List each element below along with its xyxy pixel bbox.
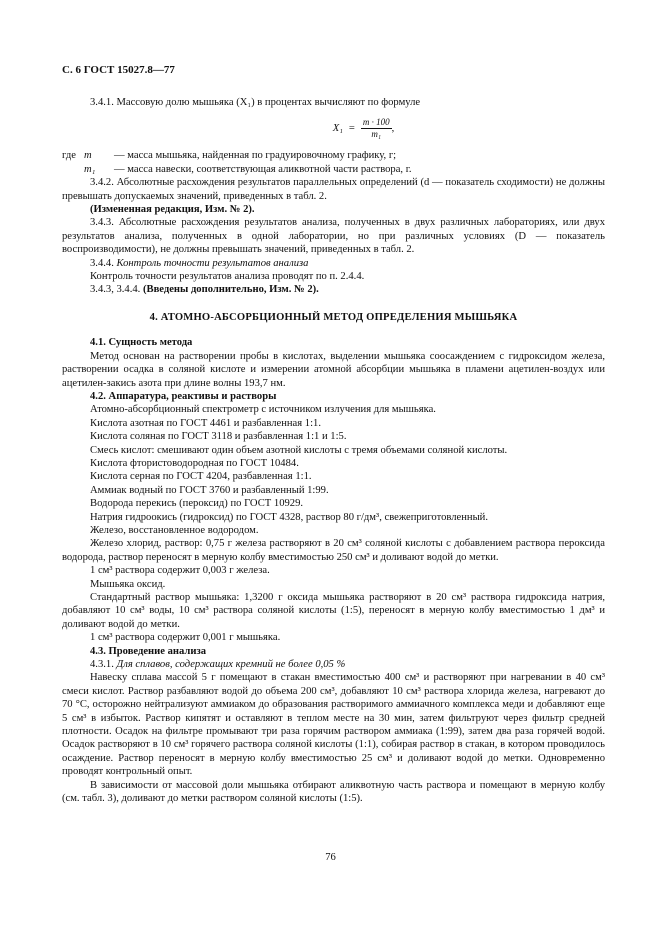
where-text: — масса мышьяка, найденная по градуировочному графику, г;: [114, 150, 397, 162]
formula-comma: ,: [391, 122, 395, 134]
reagent-item: Натрия гидроокись (гидроксид) по ГОСТ 4328, раствор 80 г/дм³, свежеприготовленный.: [90, 511, 488, 523]
paragraph-4-3-1-number: 4.3.1.: [90, 659, 114, 671]
subsection-4-2-title: 4.2. Аппаратура, реактивы и растворы: [90, 390, 277, 402]
where-row-m: [62, 149, 605, 162]
where-symbol: m₁: [84, 163, 96, 175]
where-row-m1: [62, 163, 605, 176]
standard-arsenic-solution: Стандартный раствор мышьяка: 1,3200 г оксида мышьяка растворяют в 20 см³ раствора гидроксида натрия, добавляют 10 см³ воды, 10 см³ раствора соляной кислоты (1:5), переносят в мерную колбу вместимостью 1 дм³ и доливают водой до метки.: [62, 592, 605, 630]
paragraph-3-4-2: 3.4.2. Абсолютные расхождения результатов параллельных определений (d — показатель сходимости) не должны превышать допускаемых значений, приведенных в табл. 2.: [62, 177, 605, 202]
paragraph-4-3-1-title: Для сплавов, содержащих кремний не более 0,05 %: [116, 659, 346, 671]
amendment-note-3-4-3-3-4-4: [62, 283, 605, 296]
arsenic-oxide: Мышьяка оксид.: [90, 578, 166, 590]
standard-concentration: 1 см³ раствора содержит 0,001 г мышьяка.: [90, 632, 281, 644]
paragraph-3-4-4-title: Контроль точности результатов анализа: [116, 257, 309, 269]
paragraph-3-4-1: 3.4.1. Массовую долю мышьяка (X₁) в процентах вычисляют по формуле: [90, 97, 421, 108]
reagent-item: Кислота фтористоводородная по ГОСТ 10484.: [90, 457, 299, 469]
reagent-item: Водорода перекись (пероксид) по ГОСТ 10929.: [90, 498, 304, 510]
where-prefix: [62, 163, 84, 176]
formula-equals: =: [348, 122, 355, 134]
amendment-note-3-4-2: (Измененная редакция, Изм. № 2).: [90, 204, 255, 216]
reagent-item: Аммиак водный по ГОСТ 3760 и разбавленный 1:99.: [90, 484, 329, 496]
paragraph-3-4-4-heading: [62, 257, 605, 270]
iron-chloride-solution: Железо хлорид, раствор: 0,75 г железа растворяют в 20 см³ соляной кислоты с добавлением раствора пероксида водорода, раствор переносят в мерную колбу вместимостью 250 см³ и доливают водой до метки.: [62, 538, 605, 563]
page-header: С. 6 ГОСТ 15027.8—77: [62, 64, 175, 76]
page-number: 76: [325, 852, 336, 863]
subsection-4-1-title: 4.1. Сущность метода: [90, 337, 193, 349]
reagent-item: Кислота азотная по ГОСТ 4461 и разбавленная 1:1.: [90, 417, 321, 429]
reagent-item: Кислота серная по ГОСТ 4204, разбавленная 1:1.: [90, 471, 312, 483]
paragraph-3-4-4-text: Контроль точности результатов анализа проводят по п. 2.4.4.: [90, 271, 365, 283]
section-4-title: 4. АТОМНО-АБСОРБЦИОННЫЙ МЕТОД ОПРЕДЕЛЕНИЯ МЫШЬЯКА: [149, 311, 518, 323]
document-body: [62, 96, 605, 806]
paragraph-4-3-1-text: Навеску сплава массой 5 г помещают в стакан вместимостью 400 см³ и растворяют при нагревании в 40 см³ смеси кислот. Раствор разбавляют водой до объема 200 см³, добавляют 10 см³ раствора хлорида железа, нагревают до 70 °С, осторожно нейтрализуют аммиаком до образования растворимого аммиачного комплекса меди и добавляют еще 5 см³ в избыток. Раствор кипятят и оставляют в теплом месте на 30 мин, затем фильтруют через фильтр средней плотности. Осадок на фильтре промывают три раза горячим раствором аммиака (1:99), затем два раза горячей водой. Осадок растворяют в 10 см³ горячего раствора соляной кислоты (1:1), собирая раствор в стакан, в котором проводилось осаждение. Раствор переносят в мерную колбу вместимостью 25 см³ и доливают водой до метки. Одновременно проводят контрольный опыт.: [62, 672, 605, 778]
amendment-note-numbers: 3.4.3, 3.4.4.: [90, 284, 141, 296]
paragraph-3-4-4-number: 3.4.4.: [90, 257, 114, 269]
amendment-note-text: (Введены дополнительно, Изм. № 2).: [142, 284, 319, 296]
paragraph-3-4-3: 3.4.3. Абсолютные расхождения результатов анализа, полученных в двух различных лабораториях, или двух результатов анализа, полученных в одной лаборатории, но при различных условиях (D — показатель воспроизводимости), не должны превышать значений, приведенных в табл. 2.: [62, 217, 605, 256]
where-symbol: m: [84, 150, 92, 162]
formula-denominator: m₁: [371, 128, 382, 139]
reagent-item: Атомно-абсорбционный спектрометр с источником излучения для мышьяка.: [90, 404, 436, 416]
subsection-4-1-text: Метод основан на растворении пробы в кислотах, выделении мышьяка соосаждением с гидроксидом железа, растворении осадка в соляной кислоте и измерении атомной абсорбции мышьяка в пламени ацетилен-воздух или ацетилен-закись азота при длине волны 193,7 нм.: [62, 350, 605, 389]
paragraph-4-3-1-text2: В зависимости от массовой доли мышьяка отбирают аликвотную часть раствора и помещают в мерную колбу (см. табл. 3), доливают до метки раствором соляной кислоты (1:5).: [62, 779, 605, 805]
reagent-item: Кислота соляная по ГОСТ 3118 и разбавленная 1:1 и 1:5.: [90, 431, 347, 443]
formula-numerator: m · 100: [362, 116, 390, 127]
formula-lhs: X₁: [332, 122, 343, 134]
paragraph-4-3-1-heading: [62, 658, 605, 671]
reagent-item: Смесь кислот: смешивают один объем азотной кислоты с тремя объемами соляной кислоты.: [90, 444, 508, 456]
subsection-4-3-title: 4.3. Проведение анализа: [90, 645, 206, 657]
where-text: — масса навески, соответствующая аликвотной части раствора, г.: [114, 163, 412, 175]
formula-x1: [122, 113, 605, 143]
reagent-item: Железо, восстановленное водородом.: [90, 524, 259, 536]
iron-concentration: 1 см³ раствора содержит 0,003 г железа.: [90, 565, 270, 577]
where-prefix: где: [62, 150, 76, 162]
formula-fraction: [361, 117, 392, 140]
